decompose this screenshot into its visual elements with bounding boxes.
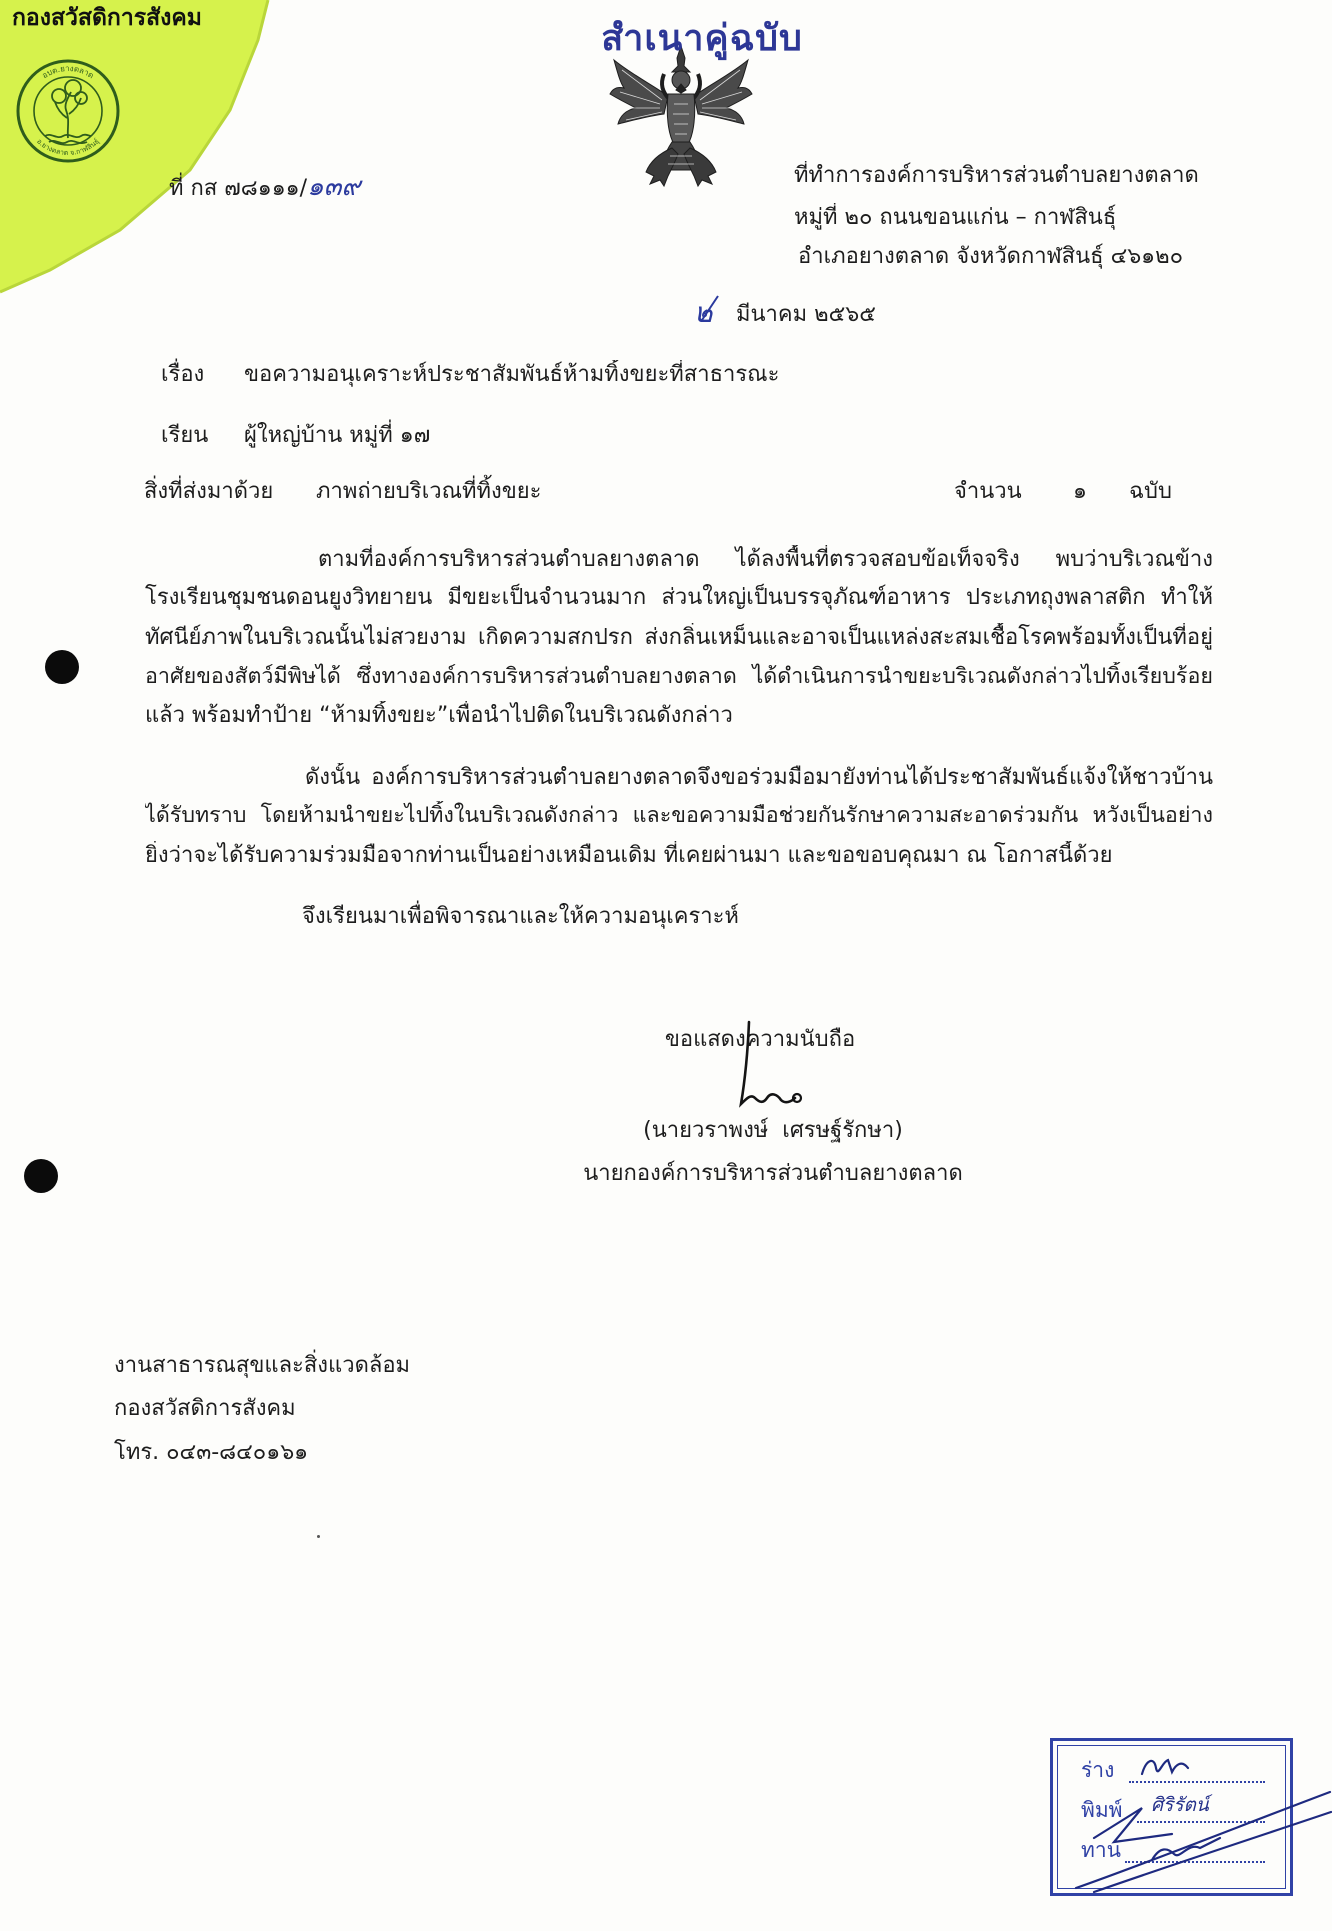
recipient-text: ผู้ใหญ่บ้าน หมู่ที่ ๑๗ [244, 423, 431, 448]
paragraph-2-line: ยิ่งว่าจะได้รับความร่วมมือจากท่านเป็นอย่างเหมือนเดิม ที่เคยผ่านมา และขอขอบคุณมา ณ โอกาสนี้ด้วย [145, 843, 1113, 868]
stamp-draft-label: ร่าง [1081, 1758, 1115, 1782]
enclosure-unit: ฉบับ [1129, 479, 1172, 504]
reference-number-handwritten: ๑๓๙ [307, 172, 361, 202]
paragraph-1-line: ตามที่องค์การบริหารส่วนตำบลยางตลาด ได้ลงพื้นที่ตรวจสอบข้อเท็จจริง พบว่าบริเวณข้าง [318, 547, 1213, 572]
stamp-typed-label: พิมพ์ [1081, 1798, 1123, 1822]
sticky-note-label: กองสวัสดิการสังคม [12, 5, 202, 31]
stamp-typed-by-handwritten: ศิริรัตน์ [1151, 1795, 1209, 1816]
enclosure-text: ภาพถ่ายบริเวณที่ทิ้งขยะ [316, 479, 542, 504]
punch-hole [24, 1159, 58, 1193]
reference-number [169, 172, 360, 204]
closing-sentence: จึงเรียนมาเพื่อพิจารณาและให้ความอนุเคราะห์ [302, 904, 739, 929]
address-line-1: ที่ทำการองค์การบริหารส่วนตำบลยางตลาด [794, 163, 1199, 188]
paragraph-1-line: โรงเรียนชุมชนดอนยูงวิทยายน มีขยะเป็นจำนวนมาก ส่วนใหญ่เป็นบรรจุภัณฑ์อาหาร ประเภทถุงพลาสติก ทำให้ [145, 585, 1213, 610]
recipient-label: เรียน [161, 423, 209, 448]
paragraph-1-line: แล้ว พร้อมทำป้าย “ห้ามทิ้งขยะ”เพื่อนำไปติดในบริเวณดังกล่าว [145, 703, 733, 728]
enclosure-qty: ๑ [1073, 479, 1087, 504]
reference-prefix: ที่ กส ๗๘๑๑๑/ [169, 176, 308, 201]
address-line-3: อำเภอยางตลาด จังหวัดกาฬสินธุ์ ๔๖๑๒๐ [798, 244, 1184, 269]
punch-hole [45, 650, 79, 684]
date-month-year: มีนาคม ๒๕๖๕ [736, 302, 876, 327]
stamp-proofread-label: ทาน [1081, 1838, 1121, 1862]
handwritten-signature [725, 1018, 815, 1118]
enclosure-qty-label: จำนวน [954, 479, 1022, 504]
footer-phone: โทร. ๐๔๓-๘๔๐๑๖๑ [114, 1440, 309, 1465]
footer-department: งานสาธารณสุขและสิ่งแวดล้อม [114, 1353, 411, 1378]
paragraph-2-line: ดังนั้น องค์การบริหารส่วนตำบลยางตลาดจึงขอร่วมมือมายังท่านได้ประชาสัมพันธ์แจ้งให้ชาวบ้าน [305, 765, 1213, 790]
subject-label: เรื่อง [161, 362, 205, 387]
paragraph-2-line: ได้รับทราบ โดยห้ามนำขยะไปทิ้งในบริเวณดังกล่าว และขอความมือช่วยกันรักษาความสะอาดร่วมกัน หวังเป็นอย่าง [145, 803, 1213, 828]
garuda-emblem-icon [606, 44, 756, 194]
paragraph-1-line: ทัศนีย์ภาพในบริเวณนั้นไม่สวยงาม เกิดความสกปรก ส่งกลิ่นเหม็นและอาจเป็นแหล่งสะสมเชื้อโรคพร้อมทั้งเป็นที่อยู่ [145, 625, 1213, 650]
seal-top-text: อบต.ยางตลาด [40, 63, 96, 81]
enclosure-label: สิ่งที่ส่งมาด้วย [144, 479, 274, 504]
copy-stamp-header: สำเนาคู่ฉบับ [601, 18, 803, 59]
paragraph-1-line: อาศัยของสัตว์มีพิษได้ ซึ่งทางองค์การบริหารส่วนตำบลยางตลาด ได้ดำเนินการนำขยะบริเวณดังกล่าวไปทิ้งเรียบร้อย [145, 664, 1213, 689]
address-line-2: หมู่ที่ ๒๐ ถนนขอนแก่น – กาฬสินธุ์ [794, 205, 1117, 230]
subject-text: ขอความอนุเคราะห์ประชาสัมพันธ์ห้ามทิ้งขยะที่สาธารณะ [244, 362, 780, 387]
seal-bottom-text: อ.ยางตลาด จ.กาฬสินธุ์ [35, 137, 101, 158]
paper-speck [317, 1535, 320, 1538]
stamp-handwritten-initials [1050, 1738, 1332, 1900]
signature-closing: ขอแสดงความนับถือ [664, 1027, 856, 1052]
organization-seal-icon [15, 58, 121, 164]
signatory-name: (นายวราพงษ์ เศรษฐ์รักษา) [643, 1118, 903, 1143]
footer-division: กองสวัสดิการสังคม [114, 1396, 296, 1421]
date-day-handwritten: ๒ [694, 296, 713, 329]
signatory-position: นายกองค์การบริหารส่วนตำบลยางตลาด [583, 1161, 963, 1186]
